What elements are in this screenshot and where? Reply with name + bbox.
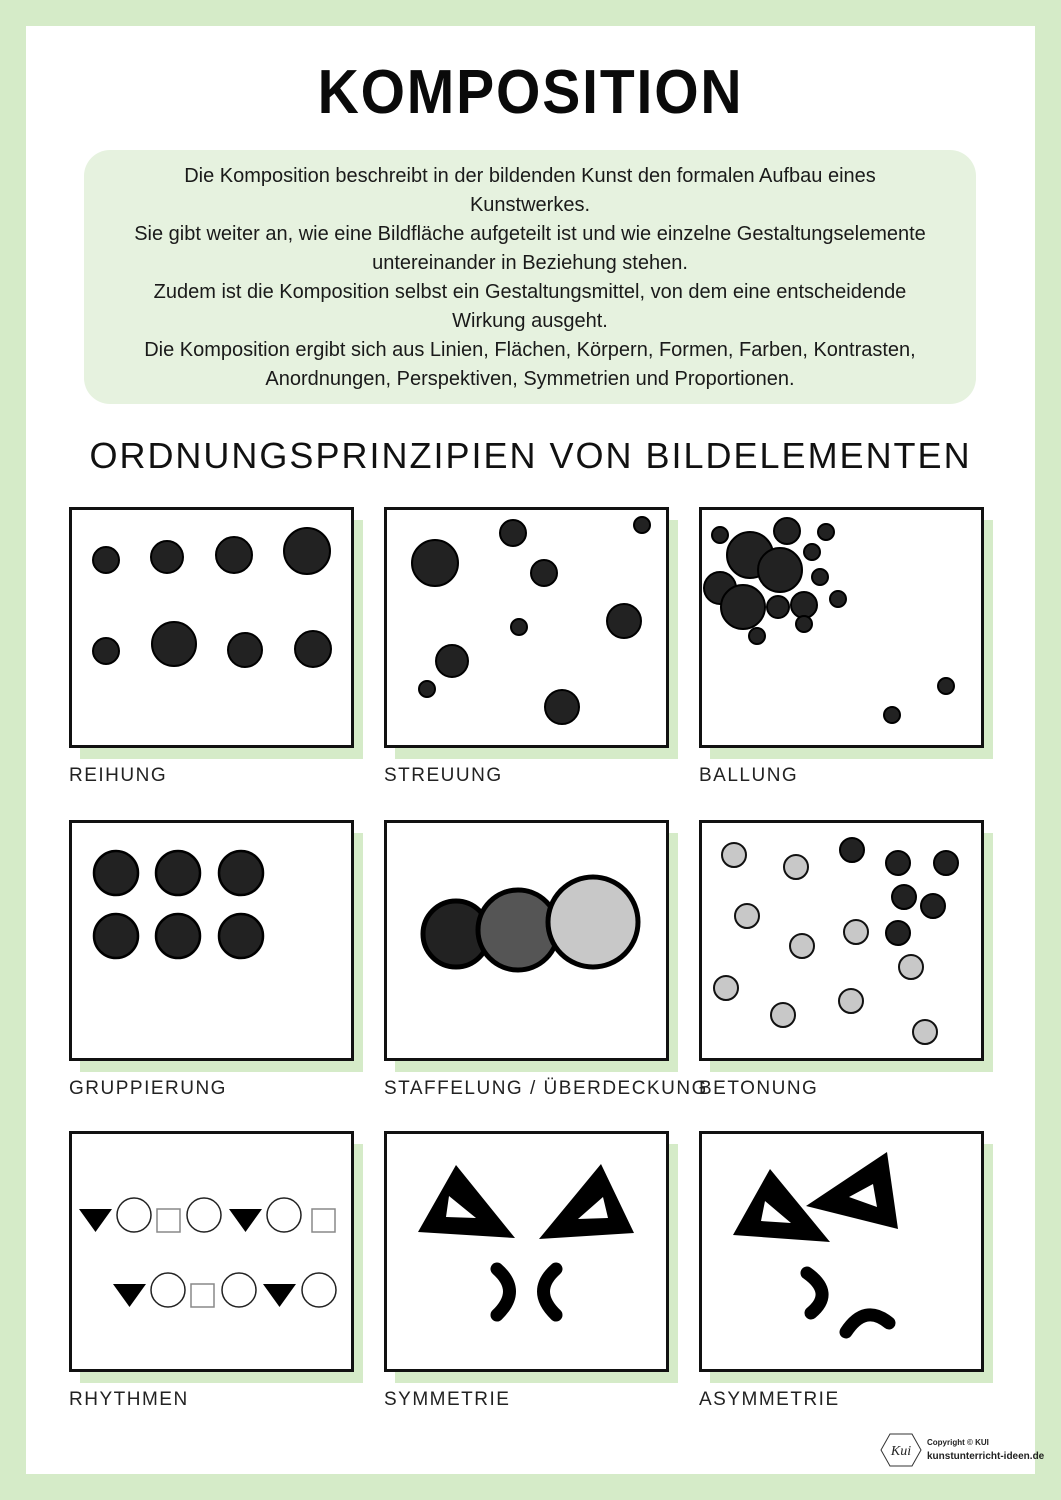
intro-sentence: Die Komposition ergibt sich aus Linien, Flächen, Körpern, Formen, Farben, Kontrasten, Anordnungen, Perspektiven, Symmetrien und Proportionen. — [144, 339, 916, 390]
panel-label: RHYTHMEN — [69, 1389, 189, 1410]
panel-staffelung — [384, 820, 708, 1120]
panel-asymmetrie — [699, 1131, 999, 1431]
intro-box — [84, 150, 976, 404]
panel-rhythmen — [69, 1131, 369, 1431]
intro-sentence: Zudem ist die Komposition selbst ein Gestaltungsmittel, von dem eine entscheidende Wirkung ausgeht. — [153, 281, 907, 332]
intro-text — [124, 162, 936, 394]
copyright-text: Copyright © KUI — [927, 1438, 989, 1447]
copyright-footer — [880, 1432, 1045, 1468]
logo-text: Kui — [890, 1444, 912, 1459]
panel-label: STAFFELUNG / ÜBERDECKUNG — [384, 1078, 708, 1099]
asymmetrie-illustration — [699, 1131, 984, 1372]
intro-sentence: Die Komposition beschreibt in der bildenden Kunst den formalen Aufbau eines Kunstwerkes. — [184, 165, 876, 216]
panel-label: BETONUNG — [699, 1078, 819, 1099]
panel-label: SYMMETRIE — [384, 1389, 511, 1410]
panel-label: BALLUNG — [699, 765, 799, 786]
kui-logo-icon — [880, 1432, 922, 1468]
symmetrie-illustration — [384, 1131, 669, 1372]
panel-label: REIHUNG — [69, 765, 168, 786]
panel-gruppierung — [69, 820, 369, 1120]
page-title: KOMPOSITION — [317, 58, 744, 127]
panel-label: GRUPPIERUNG — [69, 1078, 227, 1099]
streuung-illustration — [384, 507, 669, 748]
rhythmen-illustration — [69, 1131, 354, 1372]
panel-ballung — [699, 507, 999, 807]
panel-symmetrie — [384, 1131, 684, 1431]
intro-sentence: Sie gibt weiter an, wie eine Bildfläche aufgeteilt ist und wie einzelne Gestaltungselemente untereinander in Beziehung stehen. — [134, 223, 926, 274]
betonung-illustration — [699, 820, 984, 1061]
panel-reihung — [69, 507, 369, 807]
staffelung-illustration — [384, 820, 669, 1061]
site-link[interactable]: kunstunterricht-ideen.de — [927, 1451, 1045, 1462]
panel-streuung — [384, 507, 684, 807]
section-subtitle: ORDNUNGSPRINZIPIEN VON BILDELEMENTEN — [89, 435, 972, 476]
panel-betonung — [699, 820, 999, 1120]
panel-label: STREUUNG — [384, 765, 503, 786]
reihung-illustration — [69, 507, 354, 748]
ballung-illustration — [699, 507, 984, 748]
panel-label: ASYMMETRIE — [699, 1389, 840, 1410]
gruppierung-illustration — [69, 820, 354, 1061]
